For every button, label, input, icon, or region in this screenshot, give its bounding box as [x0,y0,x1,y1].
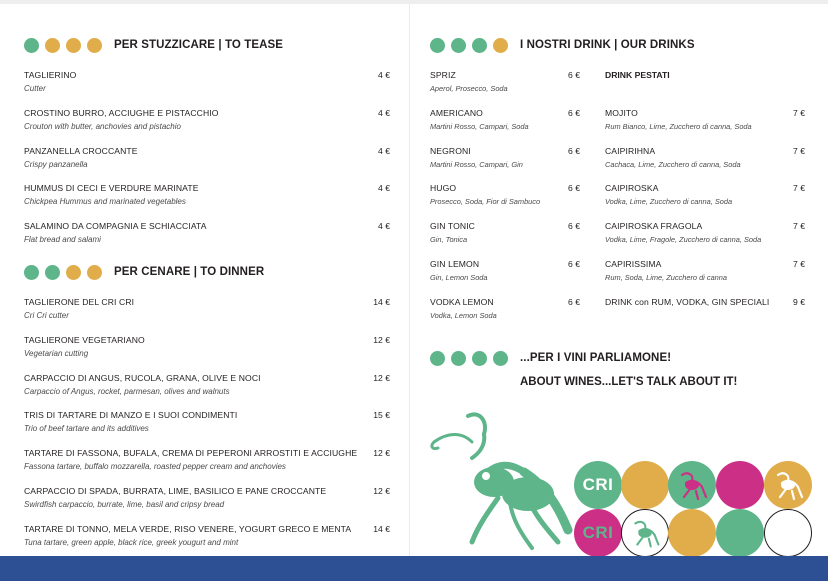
drink-item: SPRIZ Aperol, Prosecco, Soda [430,70,508,93]
drink-item: NEGRONI Martini Rosso, Campari, Gin [430,146,523,169]
dot-icon [451,351,466,366]
menu-item: CROSTINO BURRO, ACCIUGHE E PISTACCHIO Crouton with butter, anchovies and pistachio [24,108,219,131]
logo-circle [621,461,669,509]
drink-item: HUGO Prosecco, Soda, Fior di Sambuco [430,183,541,206]
price: 9 € [793,297,805,307]
price: 6 € [568,297,580,307]
bottom-bar [0,556,828,581]
dot-icon [45,265,60,280]
menu-item: CARPACCIO DI SPADA, BURRATA, LIME, BASILICO E PANE CROCCANTE Swirdfish carpaccio, burrate, lime, basil and cripsy bread [24,486,327,509]
logo-circle [764,509,812,557]
logo-circle [668,509,716,557]
price: 14 € [373,297,390,307]
dot-icon [451,38,466,53]
logo-circle [621,509,669,557]
price: 6 € [568,183,580,193]
logo-text: CRI [582,523,614,542]
cricket-icon [764,461,812,509]
drink-item: GIN TONIC Gin, Tonica [430,221,475,244]
price: 4 € [378,146,390,156]
dinner-heading [24,263,264,281]
menu-item: TARTARE DI TONNO, MELA VERDE, RISO VENERE, YOGURT GRECO E MENTA Tuna tartare, green apple, black rice, greek yougurt and mint [24,524,352,547]
logo-circle [668,461,716,509]
dot-icon [45,38,60,53]
price: 7 € [793,108,805,118]
dinner-title: PER CENARE | TO DINNER [114,266,265,278]
drink-item: CAPIRISSIMA Rum, Soda, Lime, Zucchero di canna [605,259,728,282]
price: 6 € [568,146,580,156]
price: 6 € [568,259,580,269]
logo-circle [716,509,764,557]
dot-icon [472,351,487,366]
price: 4 € [378,221,390,231]
drinks-title: I NOSTRI DRINK | OUR DRINKS [520,39,695,51]
logo-circle [716,461,764,509]
dot-icon [430,38,445,53]
drink-item: MOJITO Rum Bianco, Lime, Zucchero di canna, Soda [605,108,752,131]
top-edge [0,0,828,4]
price: 6 € [568,108,580,118]
menu-item: TARTARE DI FASSONA, BUFALA, CREMA DI PEPERONI ARROSTITI E ACCIUGHE Fassona tartare, buffalo mozzarella, roasted pepper cream and anchovies [24,448,358,471]
cricket-icon [622,510,668,556]
dot-icon [87,38,102,53]
drink-item: DRINK con RUM, VODKA, GIN SPECIALI [605,297,770,307]
price: 4 € [378,183,390,193]
price: 4 € [378,108,390,118]
menu-item: SALAMINO DA COMPAGNIA E SCHIACCIATA Flat bread and salami [24,221,207,244]
price: 7 € [793,221,805,231]
price: 14 € [373,524,390,534]
price: 12 € [373,373,390,383]
cricket-icon [668,461,716,509]
tease-title: PER STUZZICARE | TO TEASE [114,39,284,51]
price: 7 € [793,183,805,193]
wines-title: ...PER I VINI PARLIAMONE! [520,352,672,364]
dot-icon [430,351,445,366]
tease-heading [24,36,283,54]
wines-subtitle: ABOUT WINES...LET'S TALK ABOUT IT! [520,376,738,388]
price: 7 € [793,146,805,156]
drink-item: GIN LEMON Gin, Lemon Soda [430,259,488,282]
page-fold [409,4,410,556]
drink-item: AMERICANO Martini Rosso, Campari, Soda [430,108,529,131]
price: 6 € [568,221,580,231]
dot-icon [24,38,39,53]
drink-item: CAIPIROSKA FRAGOLA Vodka, Lime, Fragole, Zucchero di canna, Soda [605,221,762,244]
drink-item: CAIPIROSKA Vodka, Lime, Zucchero di canna, Soda [605,183,733,206]
logo-circle [764,461,812,509]
price: 12 € [373,448,390,458]
logo-circle [574,509,622,557]
price: 7 € [793,259,805,269]
drinks-heading [430,36,695,54]
dot-icon [472,38,487,53]
drink-pestati-title: DRINK PESTATI [605,70,670,80]
logo-circle [574,461,622,509]
dot-icon [24,265,39,280]
drink-item: CAIPIRIHNA Cachaca, Lime, Zucchero di canna, Soda [605,146,741,169]
price: 4 € [378,70,390,80]
menu-item: TAGLIERONE DEL CRI CRI Cri Cri cutter [24,297,135,320]
menu-item: TAGLIERINO Cutter [24,70,77,93]
dot-icon [87,265,102,280]
dot-icon [66,265,81,280]
drink-item: VODKA LEMON Vodka, Lemon Soda [430,297,497,320]
price: 6 € [568,70,580,80]
menu-item: PANZANELLA CROCCANTE Crispy panzanella [24,146,138,169]
dot-icon [493,38,508,53]
price: 12 € [373,335,390,345]
dot-icon [493,351,508,366]
menu-item: CARPACCIO DI ANGUS, RUCOLA, GRANA, OLIVE E NOCI Carpaccio of Angus, rocket, parmesan, olives and walnuts [24,373,261,396]
wines-heading [430,349,671,367]
menu-item: HUMMUS DI CECI E VERDURE MARINATE Chickpea Hummus and marinated vegetables [24,183,199,206]
menu-item: TAGLIERONE VEGETARIANO Vegetarian cutting [24,335,145,358]
cricket-illustration [428,402,598,552]
dot-icon [66,38,81,53]
logo-text: CRI [582,475,614,494]
price: 12 € [373,486,390,496]
price: 15 € [373,410,390,420]
menu-item: TRIS DI TARTARE DI MANZO E I SUOI CONDIMENTI Trio of beef tartare and its additives [24,410,238,433]
